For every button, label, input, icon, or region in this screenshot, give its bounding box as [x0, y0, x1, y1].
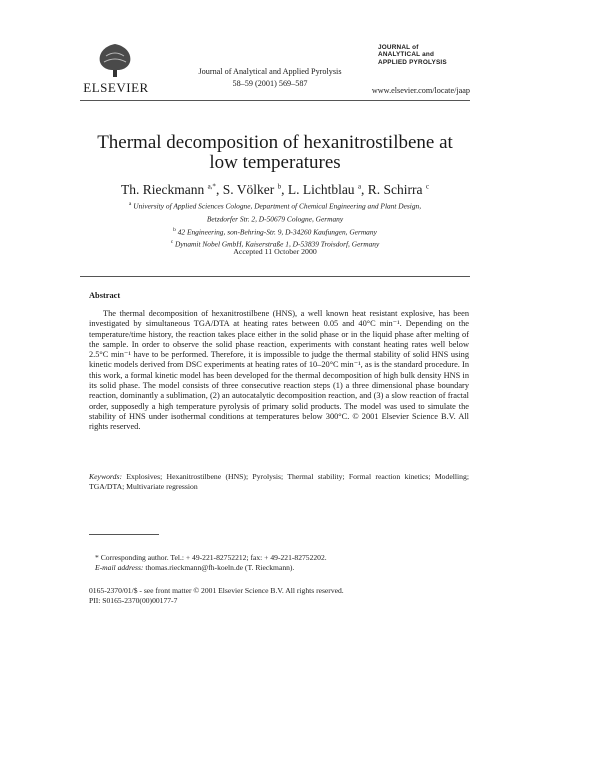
author-name: L. Lichtblau: [287, 182, 355, 197]
journal-logo: [378, 44, 468, 66]
keywords: [89, 472, 469, 492]
keywords-text: Explosives; Hexanitrostilbene (HNS); Pyrolysis; Thermal stability; Formal reaction kinetics; Modelling; TGA/DTA; Multivariate regression: [89, 472, 469, 491]
abstract-top-rule: [80, 276, 470, 277]
copyright-line: 0165-2370/01/$ - see front matter © 2001 Elsevier Science B.V. All rights reserved.: [89, 586, 344, 595]
journal-logo-line: APPLIED PYROLYSIS: [378, 58, 447, 66]
article-title: [80, 133, 470, 173]
author-name: R. Schirra: [367, 182, 423, 197]
author-name: S. Völker: [222, 182, 275, 197]
elsevier-tree-icon: [92, 40, 138, 78]
email-note: [89, 563, 469, 573]
footnote-rule: [89, 534, 159, 535]
pii-line: PII: S0165-2370(00)00177-7: [89, 596, 178, 605]
journal-name: Journal of Analytical and Applied Pyrolysis: [198, 67, 342, 76]
citation: 58–59 (2001) 569–587: [232, 79, 308, 88]
author-affiliation-mark: b: [277, 182, 282, 191]
affiliation-line: $^b$ 42 Engineering, son-Behring-Str. 9, D-34260 Kaufungen, Germany: [173, 226, 377, 236]
title-line-1: Thermal decomposition of hexanitrostilbene at: [97, 132, 453, 153]
footnotes: [89, 553, 469, 573]
accepted-date: Accepted 11 October 2000: [233, 247, 317, 256]
abstract-body: The thermal decomposition of hexanitrostilbene (HNS), a well known heat resistant explosive, has been investigated by simultaneous TGA/DTA at heating rates between 0.05 and 40°C min⁻¹. Depending on the temperature/time history, the reaction takes place either in the solid phase or in the liquid phase after melting of the sample. In order to observe the solid phase reaction, experiments with constant heating rates well below 2.5°C min⁻¹ have to be performed. Therefore, it is impossible to judge the thermal stability of solid HNS using kinetic models derived from DSC experiments at heating rates of 10–20°C min⁻¹, as is the standard procedure. In this work, a formal kinetic model has been developed for the thermal decomposition of high bulk density HNS in its solid phase. The model consists of three consecutive reaction steps (1) a three dimensional phase boundary reaction, dominantly a sublimation, (2) an autocatalytic decomposition reaction, and (3) a slow reaction of fractal order, supposedly a high temperature pyrolysis of primary solid products. The model was used to simulate the stability of HNS under isothermal conditions at temperatures below 300°C. © 2001 Elsevier Science B.V. All rights reserved.: [89, 309, 469, 432]
publisher-logo-text: ELSEVIER: [83, 80, 149, 95]
author-separator: ,: [215, 182, 223, 197]
author-name: Th. Rieckmann: [120, 182, 205, 197]
abstract-heading: Abstract: [89, 291, 121, 300]
publication-info: [89, 586, 469, 606]
affiliations: [80, 199, 470, 250]
elsevier-logo: [80, 40, 152, 94]
email-address[interactable]: thomas.rieckmann@fh-koeln.de (T. Rieckmann).: [145, 563, 295, 572]
author-separator: ,: [361, 182, 368, 197]
journal-url[interactable]: www.elsevier.com/locate/jaap: [371, 86, 470, 95]
author-affiliation-mark: a: [357, 182, 362, 191]
author-affiliation-mark: a,*: [207, 182, 216, 191]
author-affiliation-mark: c: [425, 182, 430, 191]
keywords-label: Keywords:: [89, 472, 123, 481]
author-separator: ,: [281, 182, 288, 197]
email-label: E-mail address:: [95, 563, 144, 572]
journal-logo-line: ANALYTICAL and: [378, 51, 435, 59]
affiliation-line: Betzdorfer Str. 2, D-50679 Cologne, Germany: [206, 214, 344, 224]
affiliation-line: $^c$ Dynamit Nobel GmbH, Kaiserstraße 1, D-53839 Troisdorf, Germany: [170, 239, 380, 249]
affiliation-line: $^a$ University of Applied Sciences Cologne, Department of Chemical Engineering and Plant Design,: [128, 201, 422, 211]
journal-logo-line: JOURNAL of: [378, 44, 419, 51]
corresponding-author-note: * Corresponding author. Tel.: + 49-221-82752212; fax: + 49-221-82752202.: [95, 553, 327, 562]
author-list: [80, 182, 470, 198]
header-rule: [80, 100, 470, 101]
title-line-2: low temperatures: [209, 152, 341, 173]
